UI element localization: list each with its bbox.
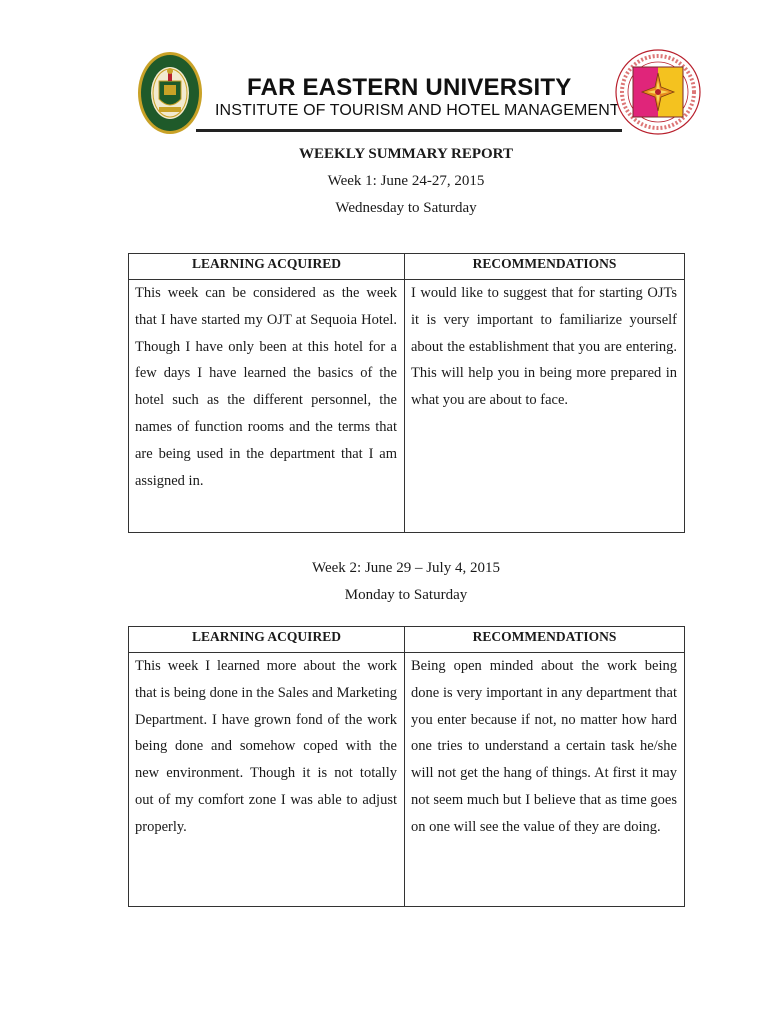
week-2-table — [128, 626, 685, 907]
learning-acquired-text: This week can be considered as the week that I have started my OJT at Sequoia Hotel. Though I have only been at this hotel for a few days I have learned the basics of the hotel such as the different personnel, the names of function rooms and the terms that are being used in the department that I am assigned in. — [129, 280, 405, 533]
recommendations-text: Being open minded about the work being done is very important in any department that you enter because if not, no matter how hard one tries to understand a certain task he/she will not get the hang of things. At first it may not seem much but I believe that as time goes on one will see the value of they are doing. — [411, 658, 677, 835]
header-divider — [196, 129, 622, 132]
table-header-row — [129, 627, 684, 653]
week-1-days: Wednesday to Saturday — [335, 200, 477, 216]
recommendations-header: RECOMMENDATIONS — [472, 256, 617, 271]
table-body-row — [129, 653, 684, 907]
learning-acquired-header: LEARNING ACQUIRED — [129, 627, 405, 652]
table-body-row — [129, 280, 684, 533]
week-1-date-range: Week 1: June 24-27, 2015 — [327, 173, 485, 189]
recommendations-header: RECOMMENDATIONS — [472, 629, 617, 644]
table-header-row — [129, 254, 684, 280]
learning-acquired-header: LEARNING ACQUIRED — [129, 254, 405, 279]
institute-name: INSTITUTE OF TOURISM AND HOTEL MANAGEMENT — [215, 102, 620, 119]
week-2-days: Monday to Saturday — [344, 587, 468, 603]
report-title: WEEKLY SUMMARY REPORT — [299, 146, 513, 162]
week-2-date-range: Week 2: June 29 – July 4, 2015 — [312, 560, 500, 576]
week-1-table — [128, 253, 685, 533]
feu-seal-logo — [137, 51, 203, 135]
university-name: FAR EASTERN UNIVERSITY — [247, 74, 572, 101]
ithm-seal-logo — [614, 47, 702, 137]
learning-acquired-text: This week I learned more about the work that is being done in the Sales and Marketing Department. I have grown fond of the work being done and somehow coped with the new environment. Though it is not totally out of my comfort zone I was able to adjust properly. — [129, 653, 405, 907]
recommendations-text: I would like to suggest that for starting OJTs it is very important to familiarize yourself about the establishment that you are entering. This will help you in being more prepared in what you are about to face. — [411, 285, 677, 409]
